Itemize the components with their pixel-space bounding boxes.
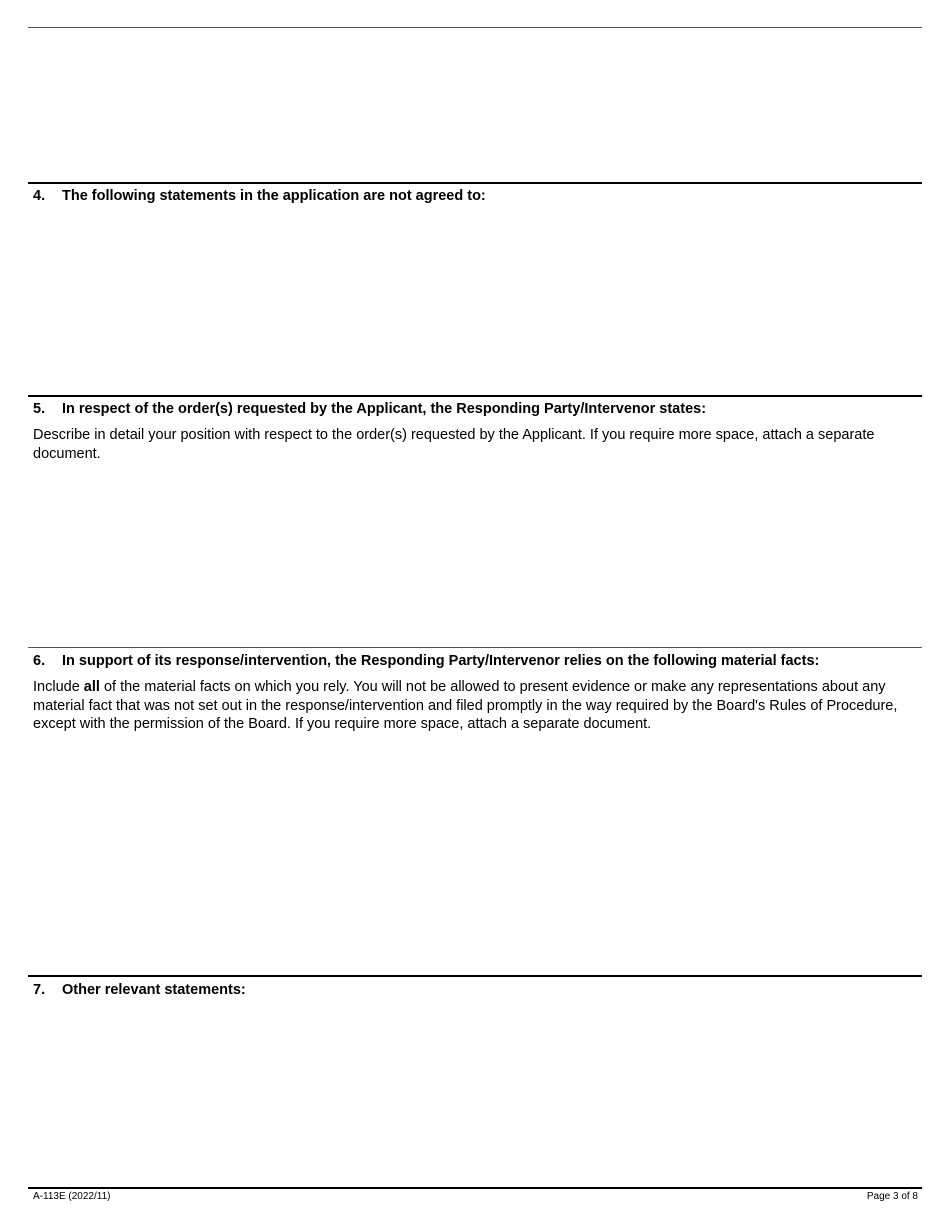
section-4-answer-area[interactable]	[33, 210, 918, 392]
section-7-answer-area[interactable]	[33, 1004, 918, 1184]
section-4-divider	[28, 182, 922, 184]
section-5-number: 5.	[33, 401, 46, 417]
section-3-answer-area[interactable]	[33, 32, 918, 180]
section-7-number: 7.	[33, 982, 46, 998]
section-7-heading	[33, 981, 918, 999]
section-5-divider	[28, 395, 922, 397]
section-7-divider	[28, 975, 922, 977]
section-7-title: Other relevant statements:	[62, 982, 246, 998]
section-6-instructions-rest: of the material facts on which you rely. You will not be allowed to present evidence or make any representations about any material fact that was not set out in the response/intervention and filed promptly in the way required by the Board's Rules of Procedure, except with the permission of the Board. If you require more space, attach a separate document.	[33, 679, 898, 732]
section-6-instructions	[33, 678, 918, 734]
section-5-title: In respect of the order(s) requested by the Applicant, the Responding Party/Intervenor states:	[62, 401, 707, 417]
section-6-instructions-emphasis: all	[83, 679, 100, 695]
form-id: A-113E (2022/11)	[33, 1191, 111, 1202]
section-4-number: 4.	[33, 188, 46, 204]
section-4-heading	[33, 187, 918, 205]
section-6-divider	[28, 647, 922, 648]
section-5-heading	[33, 400, 918, 418]
section-4-title: The following statements in the application are not agreed to:	[62, 188, 486, 204]
page-number: Page 3 of 8	[866, 1191, 918, 1202]
footer-divider	[28, 1187, 922, 1189]
top-divider	[28, 27, 922, 28]
section-6-number: 6.	[33, 653, 46, 669]
section-6-answer-area[interactable]	[33, 736, 918, 972]
section-5-instructions: Describe in detail your position with respect to the order(s) requested by the Applicant. If you require more space, attach a separate document.	[33, 427, 875, 462]
section-6-instructions-start: Include	[33, 679, 84, 695]
section-6-title: In support of its response/intervention, the Responding Party/Intervenor relies on the following material facts:	[62, 653, 820, 669]
section-5-answer-area[interactable]	[33, 466, 918, 644]
section-6-heading	[33, 652, 918, 670]
